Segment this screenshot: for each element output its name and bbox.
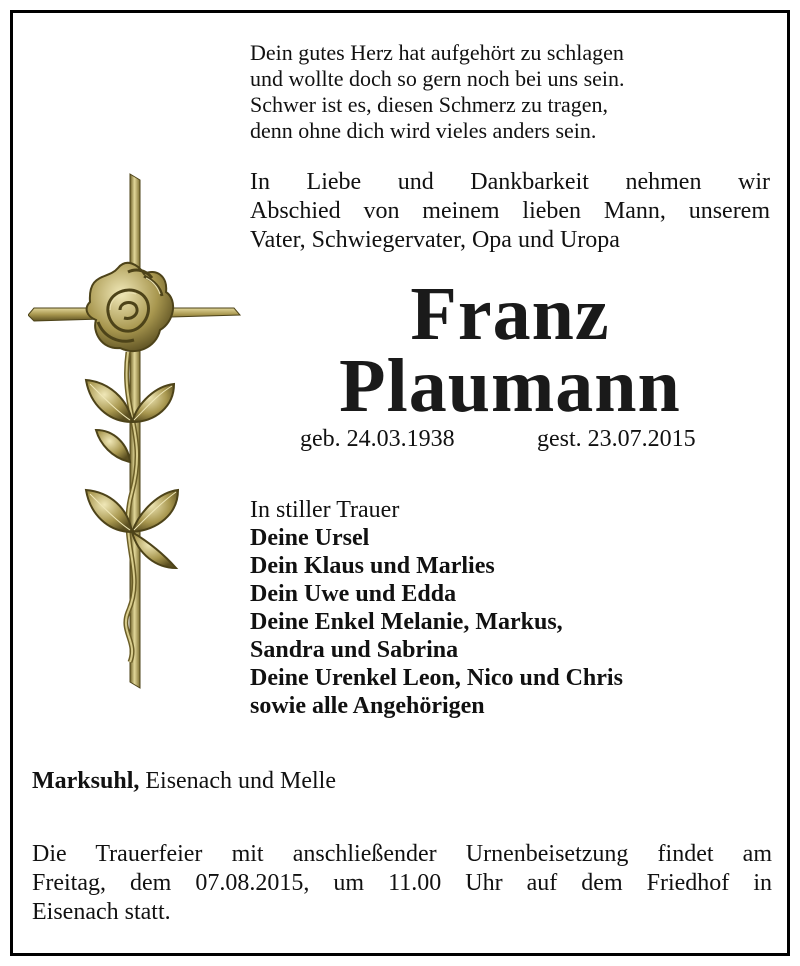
intro-line: Abschied von meinem lieben Mann, unserem	[250, 198, 770, 224]
mourner-name: Dein Uwe und Edda	[250, 581, 457, 607]
intro-text	[250, 168, 770, 255]
funeral-line: Die Trauerfeier mit anschließender Urnenbeisetzung findet am	[32, 841, 772, 867]
deceased-first-name: Franz	[410, 272, 610, 356]
funeral-line: Freitag, dem 07.08.2015, um 11.00 Uhr auf dem Friedhof in	[32, 870, 772, 896]
cross-with-rose-icon	[28, 172, 243, 692]
deceased-last-name: Plaumann	[339, 344, 681, 428]
poem	[250, 40, 625, 144]
birth-date: geb. 24.03.1938	[300, 426, 455, 452]
mourner-name: Deine Urenkel Leon, Nico und Chris	[250, 665, 623, 691]
location	[32, 766, 336, 796]
mourner-name: Deine Enkel Melanie, Markus,	[250, 609, 563, 635]
location-rest: Eisenach und Melle	[139, 768, 336, 794]
mourner-name: Deine Ursel	[250, 525, 370, 551]
mourners	[250, 496, 623, 720]
funeral-line: Eisenach statt.	[32, 899, 171, 925]
poem-line: Schwer ist es, diesen Schmerz zu tragen,	[250, 92, 608, 117]
intro-line: In Liebe und Dankbarkeit nehmen wir	[250, 169, 770, 195]
funeral-notice	[32, 840, 772, 927]
poem-line: denn ohne dich wird vieles anders sein.	[250, 118, 597, 143]
mourner-name: sowie alle Angehörigen	[250, 693, 485, 719]
death-date: gest. 23.07.2015	[537, 426, 696, 452]
mourner-name: Sandra und Sabrina	[250, 637, 459, 663]
intro-line: Vater, Schwiegervater, Opa und Uropa	[250, 227, 620, 253]
poem-line: Dein gutes Herz hat aufgehört zu schlagen	[250, 40, 624, 65]
poem-line: und wollte doch so gern noch bei uns sein.	[250, 66, 625, 91]
mourner-name: Dein Klaus und Marlies	[250, 553, 495, 579]
mourners-heading: In stiller Trauer	[250, 497, 400, 523]
location-main: Marksuhl,	[32, 768, 140, 794]
